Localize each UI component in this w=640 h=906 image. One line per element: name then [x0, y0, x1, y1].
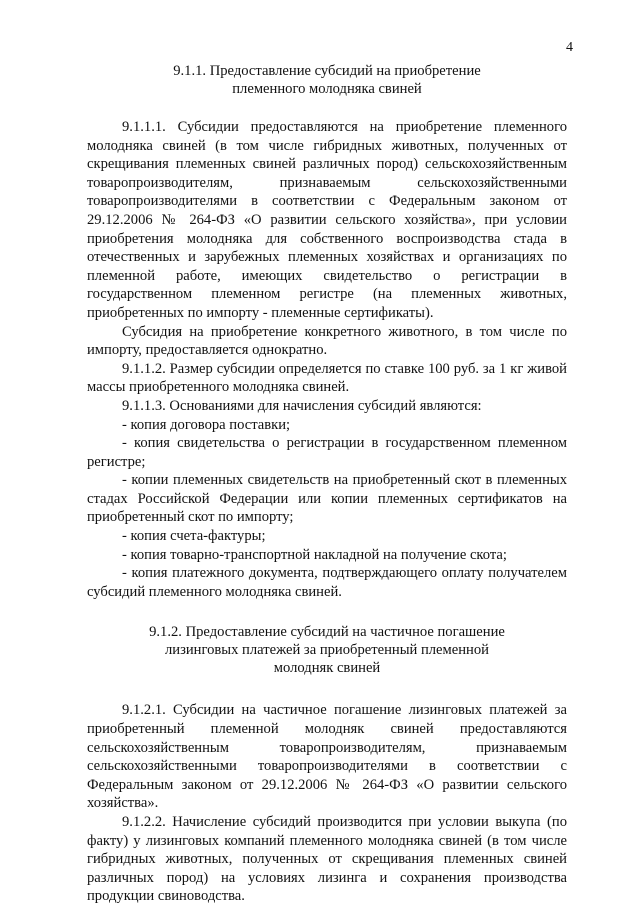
document-body [87, 62, 567, 906]
section-heading-9-1-2 [87, 623, 567, 677]
paragraph-9-1-1-1: 9.1.1.1. Субсидии предоставляются на приобретение племенного молодняка свиней (в том числе гибридных животных, полученных от скрещивания племенных свиней различных пород) сельскохозяйственным товаропроизводителям, признаваемым сельскохозяйственными товаропроизводителями в соответствии с Федеральным законом от 29.12.2006 № 264-ФЗ «О развитии сельского хозяйства», при условии приобретения молодняка для собственного воспроизводства стада в отечественных и зарубежных племенных хозяйствах и организациях по племенной работе, имеющих свидетельство о регистрации в государственном племенном регистре (на племенных животных, приобретенных по импорту - племенные сертификаты). [87, 119, 567, 321]
list-item: - копия договора поставки; [122, 416, 291, 433]
page-number: 4 [566, 40, 573, 55]
list-item: - копия товарно-транспортной накладной на получение скота; [122, 546, 507, 563]
heading-line: 9.1.1. Предоставление субсидий на приобретение [173, 63, 481, 79]
heading-line: племенного молодняка свиней [232, 81, 422, 97]
paragraph-9-1-1-3: 9.1.1.3. Основаниями для начисления субсидий являются: [122, 397, 482, 414]
paragraph-9-1-2-2: 9.1.2.2. Начисление субсидий производится при условии выкупа (по факту) у лизинговых компаний племенного молодняка свиней (в том числе гибридных животных, полученных от скрещивания племенных свиней различных пород) на условиях лизинга и сохранения производства продукции свиноводства. [87, 814, 567, 905]
heading-line: 9.1.2. Предоставление субсидий на частичное погашение [149, 624, 505, 641]
paragraph-subsidy-once: Субсидия на приобретение конкретного животного, в том числе по импорту, предоставляется однократно. [87, 323, 567, 359]
list-item: - копия счета-фактуры; [122, 528, 266, 545]
list-item: - копии племенных свидетельств на приобретенный скот в племенных стадах Российской Федерации или копии племенных сертификатов на приобретенный скот по импорту; [87, 472, 567, 526]
list-item: - копия свидетельства о регистрации в государственном племенном регистре; [87, 435, 567, 470]
paragraph-9-1-1-2: 9.1.1.2. Размер субсидии определяется по ставке 100 руб. за 1 кг живой массы приобретенного молодняка свиней. [87, 360, 567, 396]
heading-line: молодняк свиней [273, 660, 381, 677]
list-item: - копия платежного документа, подтверждающего оплату получателем субсидий племенного молодняка свиней. [87, 565, 567, 600]
section-heading-9-1-1 [87, 62, 567, 98]
heading-line: лизинговых платежей за приобретенный племенной [165, 642, 489, 659]
paragraph-9-1-2-1: 9.1.2.1. Субсидии на частичное погашение лизинговых платежей за приобретенный племенной молодняк свиней предоставляются сельскохозяйственным товаропроизводителям, признаваемым сельскохозяйственными товаропроизводителями в соответствии с Федеральным законом от 29.12.2006 № 264-ФЗ «О развитии сельского хозяйства». [87, 702, 567, 812]
